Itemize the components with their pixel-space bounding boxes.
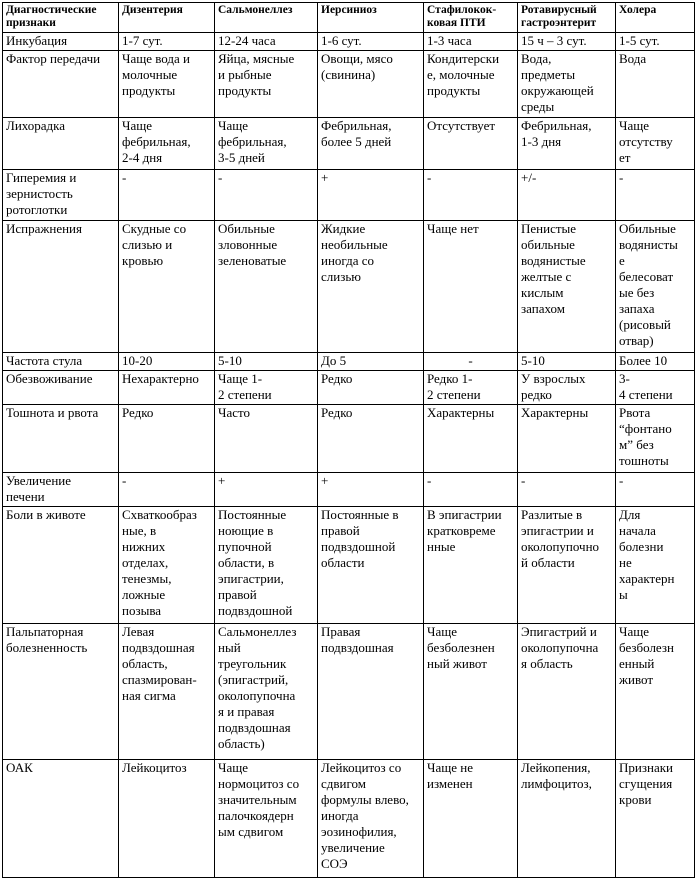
table-cell: -	[424, 170, 518, 221]
table-cell: Яйца, мясные и рыбные продукты	[215, 51, 318, 118]
table-row	[3, 760, 695, 878]
table-cell: Постоянные в правой подвздошной области	[318, 507, 424, 624]
row-label: Тошнота и рвота	[3, 405, 119, 473]
table-cell: Характерны	[518, 405, 616, 473]
table-cell: 3- 4 степени	[616, 371, 695, 405]
table-cell: Лейкопения, лимфоцитоз,	[518, 760, 616, 878]
table-cell: Чаще фебрильная, 3-5 дней	[215, 118, 318, 170]
table-cell: -	[616, 170, 695, 221]
header-cell: Стафилокок- ковая ПТИ	[424, 3, 518, 33]
table-cell: Чаще не изменен	[424, 760, 518, 878]
table-cell: -	[119, 170, 215, 221]
row-label: Инкубация	[3, 33, 119, 51]
table-row	[3, 51, 695, 118]
table-cell: -	[215, 170, 318, 221]
row-label: Лихорадка	[3, 118, 119, 170]
table-cell: -	[424, 353, 518, 371]
table-cell: Чаще нормоцитоз со значительным палочкоядерн ым сдвигом	[215, 760, 318, 878]
table-cell: Чаще безболезнен ный живот	[424, 624, 518, 760]
table-row	[3, 353, 695, 371]
table-row	[3, 507, 695, 624]
table-cell: +	[318, 170, 424, 221]
table-cell: Разлитые в эпигастрии и околопупочно й области	[518, 507, 616, 624]
row-label: Гиперемия и зернистость ротоглотки	[3, 170, 119, 221]
table-cell: Часто	[215, 405, 318, 473]
table-cell: Схваткообраз ные, в нижних отделах, тенезмы, ложные позыва	[119, 507, 215, 624]
table-cell: Левая подвздошная область, спазмирован- ная сигма	[119, 624, 215, 760]
table-cell: Фебрильная, более 5 дней	[318, 118, 424, 170]
table-row	[3, 221, 695, 353]
table-cell: Вода, предметы окружающей среды	[518, 51, 616, 118]
table-cell: -	[424, 473, 518, 507]
header-cell: Сальмонеллез	[215, 3, 318, 33]
table-cell: Вода	[616, 51, 695, 118]
table-cell: Жидкие необильные иногда со слизью	[318, 221, 424, 353]
header-cell: Иерсиниоз	[318, 3, 424, 33]
table-cell: Лейкоцитоз со сдвигом формулы влево, иногда эозинофилия, увеличение СОЭ	[318, 760, 424, 878]
row-label: Обезвоживание	[3, 371, 119, 405]
table-cell: Эпигастрий и околопупочна я область	[518, 624, 616, 760]
comparison-table	[2, 2, 695, 878]
table-cell: +	[215, 473, 318, 507]
table-cell: Пенистые обильные водянистые желтые с кислым запахом	[518, 221, 616, 353]
table-cell: Признаки сгущения крови	[616, 760, 695, 878]
table-cell: 10-20	[119, 353, 215, 371]
table-row	[3, 405, 695, 473]
table-cell: В эпигастрии кратковреме нные	[424, 507, 518, 624]
header-cell: Дизентерия	[119, 3, 215, 33]
table-cell: 1-3 часа	[424, 33, 518, 51]
table-cell: Чаще вода и молочные продукты	[119, 51, 215, 118]
table-row	[3, 624, 695, 760]
row-label: Частота стула	[3, 353, 119, 371]
table-cell: +	[318, 473, 424, 507]
table-cell: Редко 1- 2 степени	[424, 371, 518, 405]
table-cell: Скудные со слизью и кровью	[119, 221, 215, 353]
table-cell: Кондитерски е, молочные продукты	[424, 51, 518, 118]
table-cell: -	[518, 473, 616, 507]
table-cell: 1-6 сут.	[318, 33, 424, 51]
table-row	[3, 118, 695, 170]
table-cell: Чаще нет	[424, 221, 518, 353]
table-cell: Для начала болезни не характерн ы	[616, 507, 695, 624]
table-cell: Чаще отсутству ет	[616, 118, 695, 170]
table-cell: У взрослых редко	[518, 371, 616, 405]
table-cell: До 5	[318, 353, 424, 371]
header-cell: Диагностические признаки	[3, 3, 119, 33]
table-cell: Овощи, мясо (свинина)	[318, 51, 424, 118]
header-cell: Ротавирусный гастроэнтерит	[518, 3, 616, 33]
table-cell: Сальмонеллез ный треугольник (эпигастрий, околопупочна я и правая подвздошная область)	[215, 624, 318, 760]
table-cell: 15 ч – 3 сут.	[518, 33, 616, 51]
table-cell: Нехарактерно	[119, 371, 215, 405]
table-row	[3, 170, 695, 221]
table-cell: Рвота “фонтано м” без тошноты	[616, 405, 695, 473]
table-cell: Отсутствует	[424, 118, 518, 170]
table-row	[3, 33, 695, 51]
table-cell: Редко	[318, 371, 424, 405]
table-cell: Обильные зловонные зеленоватые	[215, 221, 318, 353]
table-cell: Редко	[318, 405, 424, 473]
table-cell: 1-7 сут.	[119, 33, 215, 51]
row-label: ОАК	[3, 760, 119, 878]
table-cell: Редко	[119, 405, 215, 473]
header-cell: Холера	[616, 3, 695, 33]
row-label: Испражнения	[3, 221, 119, 353]
table-cell: Правая подвздошная	[318, 624, 424, 760]
row-label: Пальпаторная болезненность	[3, 624, 119, 760]
header-row	[3, 3, 695, 33]
table-cell: +/-	[518, 170, 616, 221]
table-cell: Более 10	[616, 353, 695, 371]
table-cell: Фебрильная, 1-3 дня	[518, 118, 616, 170]
table-cell: 5-10	[518, 353, 616, 371]
table-cell: Чаще 1- 2 степени	[215, 371, 318, 405]
table-cell: Постоянные ноющие в пупочной области, в эпигастрии, правой подвздошной	[215, 507, 318, 624]
table-cell: Чаще фебрильная, 2-4 дня	[119, 118, 215, 170]
table-row	[3, 473, 695, 507]
table-cell: Лейкоцитоз	[119, 760, 215, 878]
table-row	[3, 371, 695, 405]
table-cell: 1-5 сут.	[616, 33, 695, 51]
table-cell: 5-10	[215, 353, 318, 371]
row-label: Увеличение печени	[3, 473, 119, 507]
table-cell: -	[616, 473, 695, 507]
table-cell: Чаще безболезн енный живот	[616, 624, 695, 760]
table-cell: -	[119, 473, 215, 507]
row-label: Фактор передачи	[3, 51, 119, 118]
row-label: Боли в животе	[3, 507, 119, 624]
table-cell: Характерны	[424, 405, 518, 473]
table-cell: Обильные водянисты е белесоват ые без запаха (рисовый отвар)	[616, 221, 695, 353]
table-cell: 12-24 часа	[215, 33, 318, 51]
